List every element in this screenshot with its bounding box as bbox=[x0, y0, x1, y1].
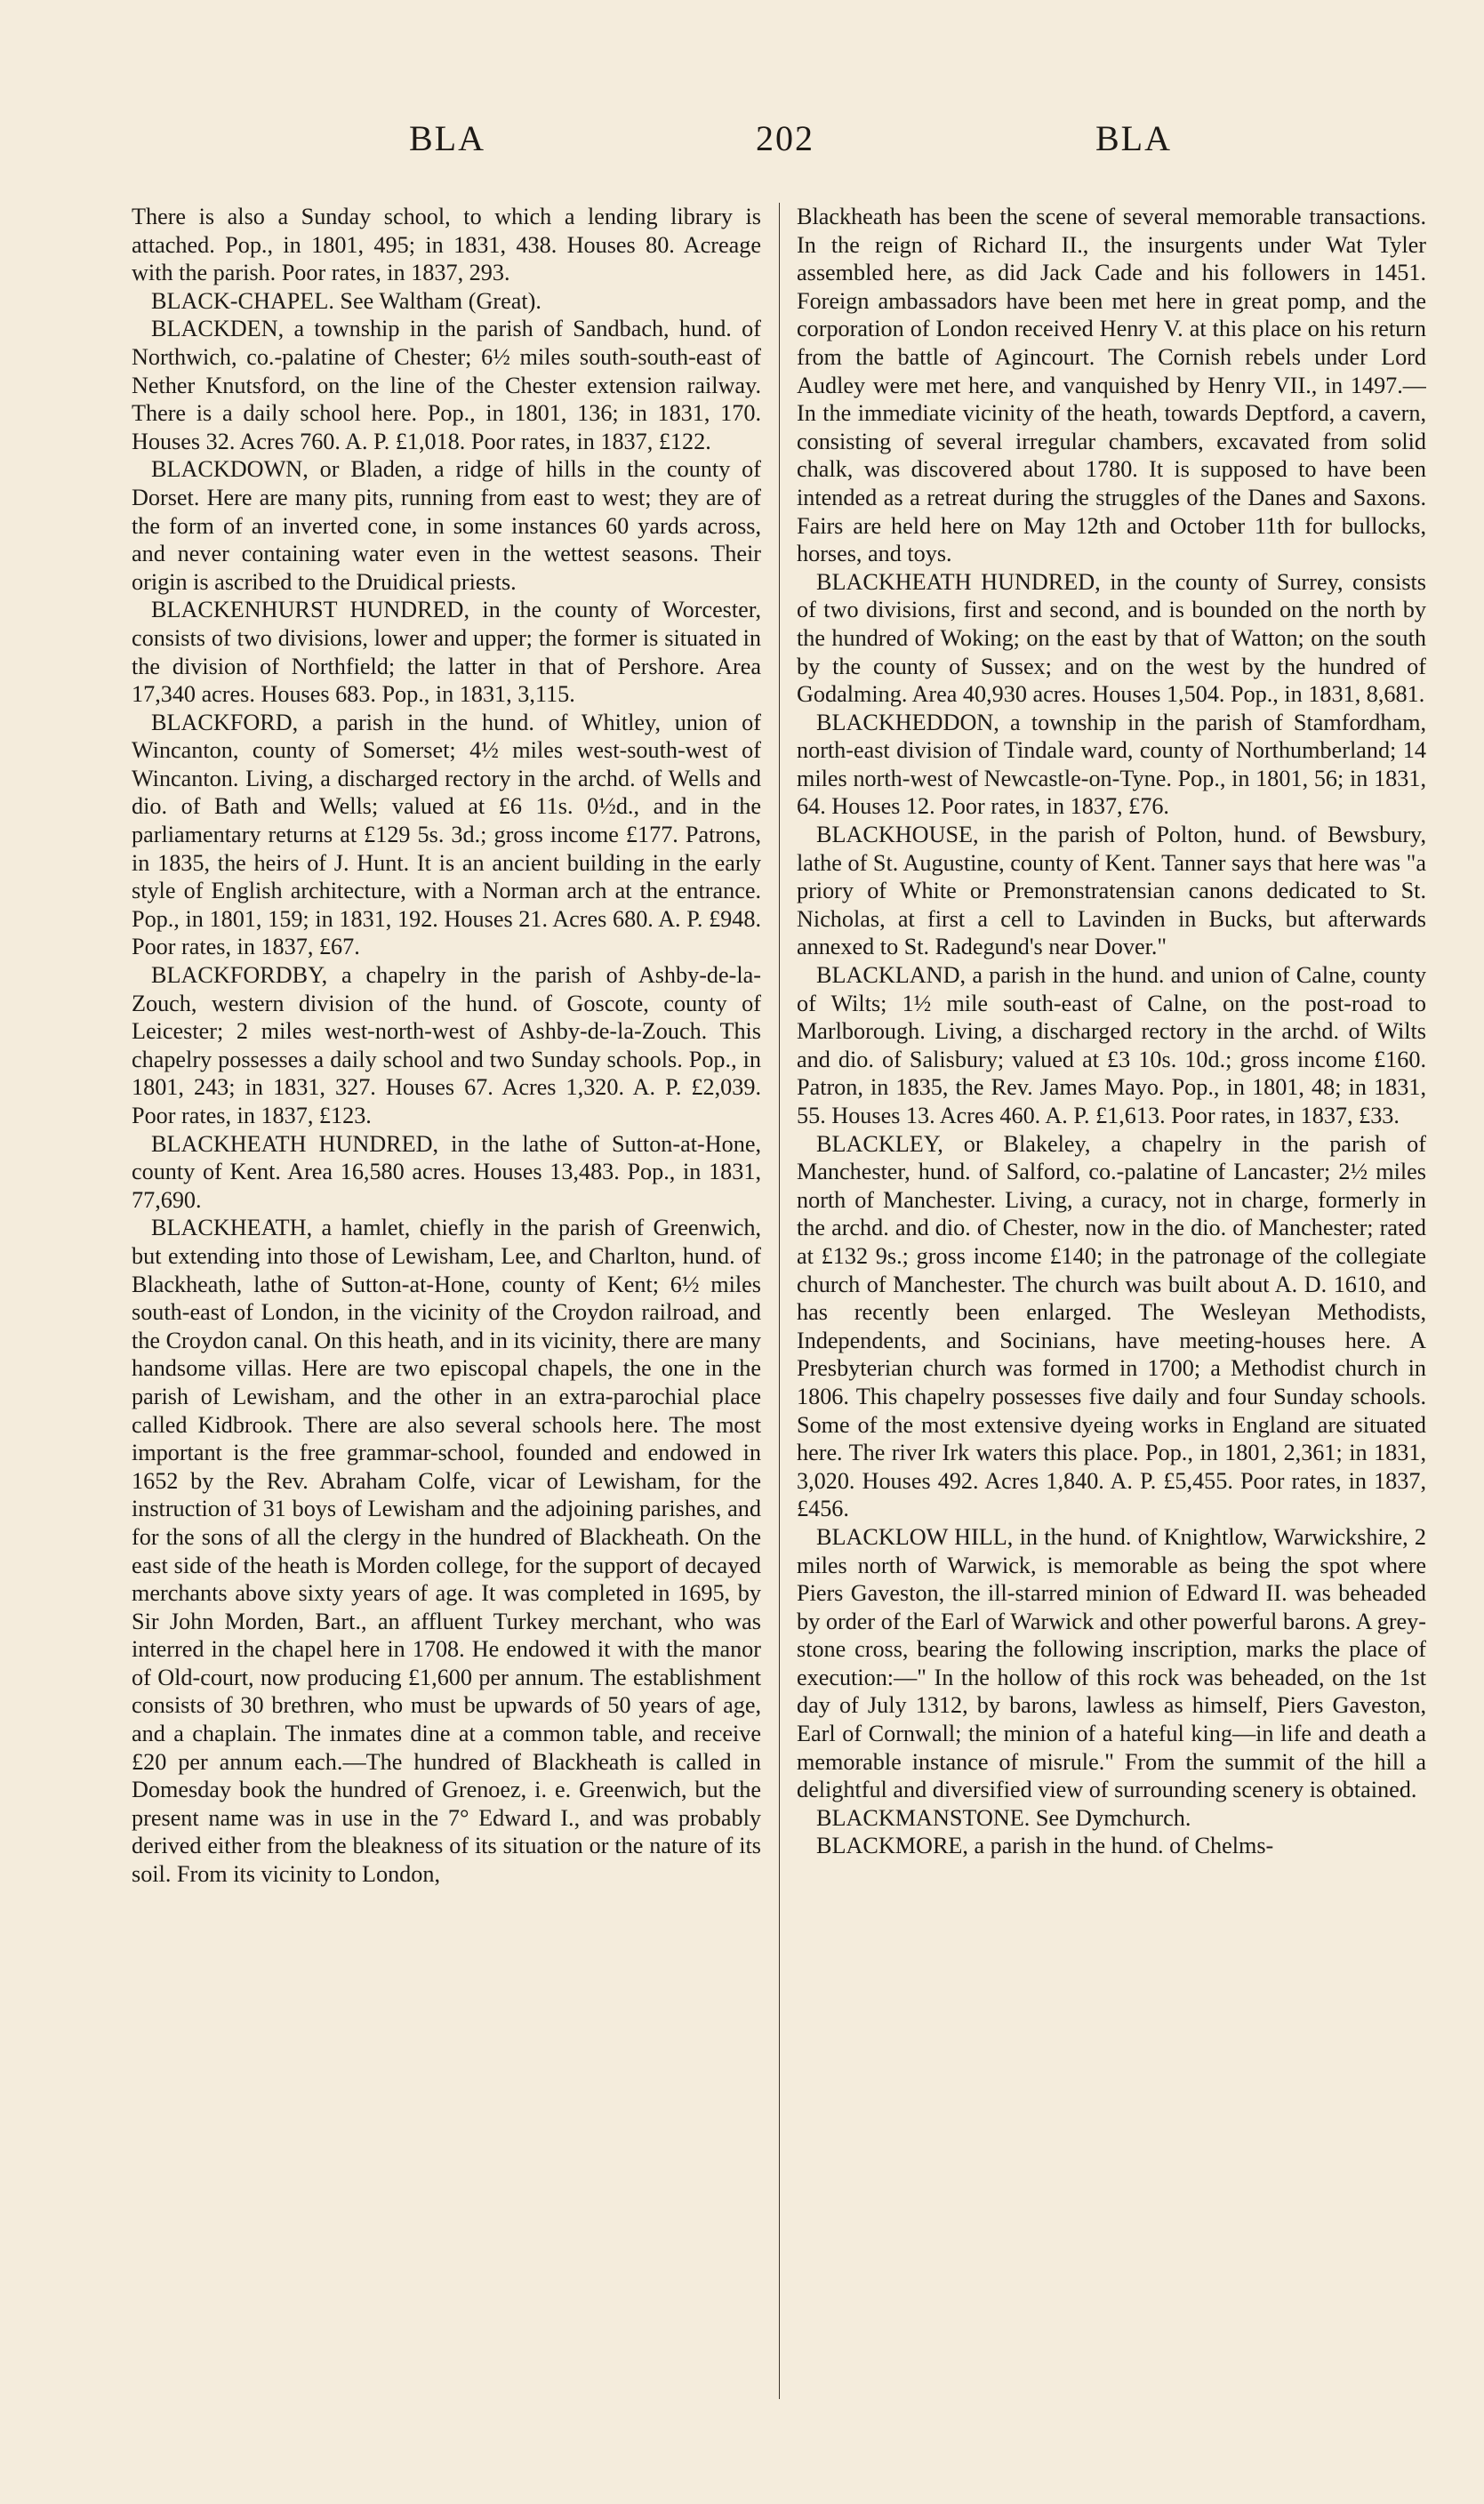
left-column bbox=[132, 203, 761, 2479]
gazetteer-entry: BLACK-CHAPEL. See Waltham (Great). bbox=[151, 287, 541, 314]
header-left-guideword: BLA bbox=[409, 118, 485, 158]
gazetteer-entry: BLACKHEDDON, a township in the parish of Stamfordham, north-east division of Tindale ward, county of Northumberland; 14 miles north-west of Newcastle-on-Tyne. Pop., in 1801, 56; in 1831, 64. Houses 12. Poor rates, in 1837, £76. bbox=[797, 709, 1426, 820]
running-header bbox=[142, 117, 1254, 171]
gazetteer-entry: BLACKLEY, or Blakeley, a chapelry in the parish of Manchester, hund. of Salford, co.-palatine of Lancaster; 2½ miles north of Manchester. Living, a curacy, not in charge, formerly in the archd. and dio. of Chester, now in the dio. of Manchester; rated at £132 9s.; gross income £140; in the patronage of the collegiate church of Manchester. The church was built about A. D. 1610, and has recently been enlarged. The Wesleyan Methodists, Independents, and Socinians, have meeting-houses here. A Presbyterian church was formed in 1700; a Methodist church in 1806. This chapelry possesses five daily and four Sunday schools. Some of the most extensive dyeing works in England are situated here. The river Irk waters this place. Pop., in 1801, 2,361; in 1831, 3,020. Houses 492. Acres 1,840. A. P. £5,455. Poor rates, in 1837, £456. bbox=[797, 1130, 1426, 1522]
page-number: 202 bbox=[756, 118, 814, 158]
gazetteer-entry: BLACKHOUSE, in the parish of Polton, hund. of Bewsbury, lathe of St. Augustine, county of Kent. Tanner says that here was "a priory of White or Premonstratensian canons dedicated to St. Nicholas, at first a cell to Lavinden in Bucks, but afterwards annexed to St. Radegund's near Dover." bbox=[797, 822, 1426, 960]
gazetteer-entry: BLACKMORE, a parish in the hund. of Chelms- bbox=[816, 1833, 1274, 1859]
gazetteer-entry: BLACKDOWN, or Bladen, a ridge of hills in the county of Dorset. Here are many pits, running from east to west; they are of the form of an inverted cone, in some instances 60 yards across, and never containing water even in the wettest seasons. Their origin is ascribed to the Druidical priests. bbox=[132, 456, 761, 595]
gazetteer-entry: BLACKLAND, a parish in the hund. and union of Calne, county of Wilts; 1½ mile south-east of Calne, on the post-road to Marlborough. Living, a discharged rectory in the archd. of Wilts and dio. of Salisbury; valued at £3 10s. 10d.; gross income £160. Patron, in 1835, the Rev. James Mayo. Pop., in 1801, 48; in 1831, 55. Houses 13. Acres 460. A. P. £1,613. Poor rates, in 1837, £33. bbox=[797, 962, 1426, 1128]
column-divider bbox=[779, 203, 780, 2399]
gazetteer-entry: BLACKLOW HILL, in the hund. of Knightlow, Warwickshire, 2 miles north of Warwick, is memorable as being the spot where Piers Gaveston, the ill-starred minion of Edward II. was beheaded by order of the Earl of Warwick and other powerful barons. A grey-stone cross, bearing the following inscription, marks the place of execution:—" In the hollow of this rock was beheaded, on the 1st day of July 1312, by barons, lawless as himself, Piers Gaveston, Earl of Cornwall; the minion of a hateful king—in life and death a memorable instance of misrule." From the summit of the hill a delightful and diversified view of surrounding scenery is obtained. bbox=[797, 1523, 1426, 1803]
gazetteer-entry: BLACKFORDBY, a chapelry in the parish of Ashby-de-la-Zouch, western division of the hund. of Goscote, county of Leicester; 2 miles west-north-west of Ashby-de-la-Zouch. This chapelry possesses a daily school and two Sunday schools. Pop., in 1801, 243; in 1831, 327. Houses 67. Acres 1,320. A. P. £2,039. Poor rates, in 1837, £123. bbox=[132, 962, 761, 1128]
gazetteer-entry: BLACKHEATH, a hamlet, chiefly in the parish of Greenwich, but extending into those of Lewisham, Lee, and Charlton, hund. of Blackheath, lathe of Sutton-at-Hone, county of Kent; 6½ miles south-east of London, in the vicinity of the Croydon railroad, and the Croydon canal. On this heath, and in its vicinity, there are many handsome villas. Here are two episcopal chapels, the one in the parish of Lewisham, and the other in an extra-parochial place called Kidbrook. There are also several schools here. The most important is the free grammar-school, founded and endowed in 1652 by the Rev. Abraham Colfe, vicar of Lewisham, for the instruction of 31 boys of Lewisham and the adjoining parishes, and for the sons of all the clergy in the hundred of Blackheath. On the east side of the heath is Morden college, for the support of decayed merchants above sixty years of age. It was completed in 1695, by Sir John Morden, Bart., an affluent Turkey merchant, who was interred in the chapel here in 1708. He endowed it with the manor of Old-court, now producing £1,600 per annum. The establishment consists of 30 brethren, who must be upwards of 50 years of age, and a chaplain. The inmates dine at a common table, and receive £20 per annum each.—The hundred of Blackheath is called in Domesday book the hundred of Grenoez, i. e. Greenwich, but the present name was in use in the 7° Edward I., and was probably derived either from the bleakness of its situation or the nature of its soil. From its vicinity to London, bbox=[132, 1215, 761, 1888]
right-column bbox=[797, 203, 1426, 2479]
gazetteer-entry: BLACKFORD, a parish in the hund. of Whitley, union of Wincanton, county of Somerset; 4½ miles west-south-west of Wincanton. Living, a discharged rectory in the archd. of Wells and dio. of Bath and Wells; valued at £6 11s. 0½d., and in the parliamentary returns at £129 5s. 3d.; gross income £177. Patrons, in 1835, the heirs of J. Hunt. It is an ancient building in the early style of English architecture, with a Norman arch at the entrance. Pop., in 1801, 159; in 1831, 192. Houses 21. Acres 680. A. P. £948. Poor rates, in 1837, £67. bbox=[132, 709, 761, 960]
gazetteer-entry: BLACKMANSTONE. See Dymchurch. bbox=[816, 1804, 1191, 1831]
gazetteer-entry: BLACKHEATH HUNDRED, in the lathe of Sutton-at-Hone, county of Kent. Area 16,580 acres. Houses 13,483. Pop., in 1831, 77,690. bbox=[132, 1130, 761, 1213]
gazetteer-entry: BLACKDEN, a township in the parish of Sandbach, hund. of Northwich, co.-palatine of Chester; 6½ miles south-south-east of Nether Knutsford, on the line of the Chester extension railway. There is a daily school here. Pop., in 1801, 136; in 1831, 170. Houses 32. Acres 760. A. P. £1,018. Poor rates, in 1837, £122. bbox=[132, 316, 761, 454]
gazetteer-entry: There is also a Sunday school, to which a lending library is attached. Pop., in 1801, 495; in 1831, 438. Houses 80. Acreage with the parish. Poor rates, in 1837, 293. bbox=[132, 204, 761, 286]
gazetteer-entry: BLACKENHURST HUNDRED, in the county of Worcester, consists of two divisions, lower and upper; the former is situated in the division of Northfield; the latter in that of Pershore. Area 17,340 acres. Houses 683. Pop., in 1831, 3,115. bbox=[132, 597, 761, 708]
gazetteer-entry: BLACKHEATH HUNDRED, in the county of Surrey, consists of two divisions, first and second, and is bounded on the north by the hundred of Woking; on the east by that of Watton; on the south by the county of Sussex; and on the west by the hundred of Godalming. Area 40,930 acres. Houses 1,504. Pop., in 1831, 8,681. bbox=[797, 568, 1426, 708]
header-right-guideword: BLA bbox=[1095, 118, 1172, 158]
gazetteer-entry: Blackheath has been the scene of several memorable transactions. In the reign of Richard II., the insurgents under Wat Tyler assembled here, as did Jack Cade and his followers in 1451. Foreign ambassadors have been met here in great pomp, and the corporation of London received Henry V. at this place on his return from the battle of Agincourt. The Cornish rebels under Lord Audley were met here, and vanquished by Henry VII., in 1497.—In the immediate vicinity of the heath, towards Deptford, a cavern, consisting of several irregular chambers, excavated from solid chalk, was discovered about 1780. It is supposed to have been intended as a retreat during the struggles of the Danes and Saxons. Fairs are held here on May 12th and October 11th for bullocks, horses, and toys. bbox=[797, 204, 1426, 567]
